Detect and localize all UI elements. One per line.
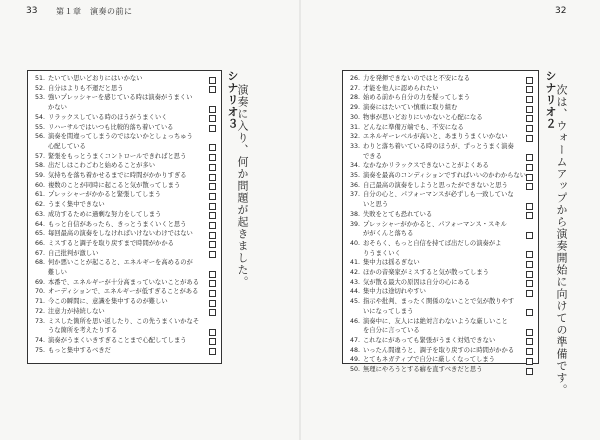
item-text: プレッシャーがかかると緊張してしまう: [48, 191, 161, 199]
item-text: 指示や批判、まったく関係のないことで気が散りやす: [363, 298, 515, 306]
item-checkbox[interactable]: [526, 368, 533, 375]
item-checkbox[interactable]: [209, 164, 216, 171]
checklist-item: [31, 211, 161, 219]
checklist-item-continuation: [31, 327, 117, 335]
checklist-item: [346, 337, 495, 345]
right-page-number: 32: [555, 6, 567, 16]
item-text: 失敗をとても恐れている: [363, 210, 433, 218]
running-head: 第１章 演奏の前に: [56, 7, 133, 16]
item-text: 本番で、エネルギーが十分高まっていないことがある: [48, 278, 199, 286]
checklist-item: [346, 279, 470, 287]
item-checkbox[interactable]: [526, 164, 533, 171]
item-number: 38.: [349, 210, 360, 218]
item-checkbox[interactable]: [209, 144, 216, 151]
checklist-item: [346, 211, 432, 219]
item-number: 47.: [349, 336, 360, 344]
item-text: 自分の心と、パフォーマンスが必ずしも一致していな: [363, 191, 514, 199]
checklist-item: [346, 347, 514, 355]
checklist-item: [346, 356, 495, 364]
checklist-item: [346, 288, 426, 296]
checklist-item: [31, 162, 155, 170]
item-text: おそらく、もっと自信を持てば出だしの演奏がよ: [363, 239, 502, 247]
item-number: 49.: [349, 356, 360, 364]
item-number: 42.: [349, 269, 360, 276]
item-number: 62.: [34, 201, 45, 209]
item-text: 演奏中に、友人には絶対言わないような厳しいこと: [363, 317, 508, 325]
item-checkbox[interactable]: [209, 77, 216, 84]
checklist-item: [31, 172, 187, 180]
checklist-item: [31, 94, 192, 102]
item-checkbox[interactable]: [209, 290, 216, 297]
item-number: 34.: [349, 162, 360, 170]
checklist-item: [31, 114, 167, 122]
checklist-item: [31, 337, 187, 345]
item-checkbox[interactable]: [209, 232, 216, 239]
item-text: 自分はよりも不運だと思う: [48, 84, 124, 92]
item-number: 44.: [349, 288, 360, 296]
item-checkbox[interactable]: [526, 261, 533, 268]
checklist-item: [31, 308, 105, 316]
item-checkbox[interactable]: [209, 241, 216, 248]
item-checkbox[interactable]: [526, 125, 533, 132]
item-text: 集中力は途切れやすい: [363, 288, 426, 296]
item-text: ミスした箇所を思い返したり、この先うまくいかなそ: [48, 317, 200, 325]
item-checkbox[interactable]: [526, 251, 533, 258]
item-number: 28.: [349, 94, 360, 102]
item-checkbox[interactable]: [526, 309, 533, 316]
checklist-item-continuation: [31, 143, 86, 151]
item-number: 32.: [349, 133, 360, 141]
item-text: 物事が思いどおりにいかないと心配になる: [363, 113, 483, 121]
checklist-item-continuation: [31, 269, 67, 277]
item-number: 46.: [349, 317, 360, 325]
checklist-item: [346, 221, 507, 229]
item-number: 75.: [34, 346, 45, 354]
item-text: リラックスしている時のほうがうまくいく: [48, 113, 168, 121]
item-checkbox[interactable]: [209, 183, 216, 190]
item-checkbox[interactable]: [209, 300, 216, 307]
checklist-item: [346, 143, 514, 151]
item-number: 26.: [349, 75, 360, 82]
checklist-item: [346, 240, 501, 248]
scenario2-title: シナリオ２: [544, 70, 557, 130]
item-number: 37.: [349, 191, 360, 199]
item-checkbox[interactable]: [209, 203, 216, 210]
checklist-item: [346, 191, 514, 199]
checklist-item: [346, 104, 457, 112]
item-text: これなにがあっても緊張がうまく対処できない: [363, 336, 496, 344]
item-text: たいてい思いどおりにはいかない: [48, 75, 143, 82]
checklist-item-continuation: [346, 153, 382, 161]
item-number: 61.: [34, 191, 45, 199]
item-text: どんなに準備万端でも、不安になる: [363, 123, 464, 131]
item-text: 何か悪いことが起こると、エネルギーを高めるのが: [48, 259, 193, 267]
item-text: オーディションで、エネルギーが低すぎることがある: [48, 288, 199, 296]
item-text: 始める前から自分の力を疑ってしまう: [363, 94, 471, 102]
checklist-item: [346, 85, 439, 93]
item-number: 71.: [34, 298, 45, 306]
checklist-item: [31, 259, 193, 267]
item-checkbox[interactable]: [526, 358, 533, 365]
item-number: 73.: [34, 317, 45, 325]
item-number: 65.: [34, 230, 45, 238]
right-checklist-box: [342, 70, 539, 373]
checklist-item: [31, 133, 193, 141]
checklist-item: [31, 221, 186, 229]
item-checkbox[interactable]: [209, 251, 216, 258]
item-text: 才能を他人に認められたい: [363, 84, 439, 92]
item-text: なかなかリラックスできないことがよくある: [363, 162, 489, 170]
item-number: 39.: [349, 220, 360, 228]
item-checkbox[interactable]: [209, 338, 216, 345]
checklist-item-continuation: [31, 104, 67, 112]
item-checkbox[interactable]: [526, 280, 533, 287]
item-number: 58.: [34, 162, 45, 170]
item-number: 29.: [349, 104, 360, 112]
item-checkbox[interactable]: [526, 77, 533, 84]
checklist-item: [346, 94, 470, 102]
item-checkbox[interactable]: [209, 174, 216, 181]
scenario3-title: シナリオ３: [226, 70, 239, 130]
checklist-item: [31, 298, 168, 306]
item-checkbox[interactable]: [526, 348, 533, 355]
item-text: 演奏にはたいてい慎重に取り組む: [363, 104, 458, 112]
checklist-item: [31, 288, 198, 296]
checklist-item: [346, 75, 470, 83]
item-checkbox[interactable]: [526, 86, 533, 93]
left-checklist-box: [27, 70, 222, 364]
item-text: かない: [48, 104, 67, 112]
item-number: 31.: [349, 123, 360, 131]
item-checkbox[interactable]: [526, 271, 533, 278]
item-checkbox[interactable]: [526, 96, 533, 103]
checklist-item-continuation: [346, 327, 420, 335]
item-checkbox[interactable]: [526, 290, 533, 297]
checklist-item: [346, 172, 526, 180]
item-text: を自分に言っている: [363, 327, 420, 335]
item-checkbox[interactable]: [209, 115, 216, 122]
checklist-item: [31, 191, 161, 199]
item-number: 55.: [34, 123, 45, 131]
item-text: いと思う: [363, 201, 389, 209]
item-number: 67.: [34, 249, 45, 257]
item-text: ほかの音楽家がミスすると気が散ってしまう: [363, 269, 489, 276]
item-number: 72.: [34, 307, 45, 315]
item-checkbox[interactable]: [209, 193, 216, 200]
item-text: うな箇所を考えたりする: [48, 327, 118, 335]
checklist-item: [31, 279, 199, 287]
item-checkbox[interactable]: [209, 106, 216, 113]
item-checkbox[interactable]: [526, 106, 533, 113]
item-text: できる: [363, 152, 382, 160]
checklist-item: [31, 153, 186, 161]
checklist-item-continuation: [346, 201, 388, 209]
item-text: りうまくいく: [363, 249, 401, 257]
item-number: 50.: [349, 366, 360, 373]
item-text: 演奏を最高のコンディションですればいいのかわからない: [363, 172, 527, 179]
item-checkbox[interactable]: [209, 309, 216, 316]
item-checkbox[interactable]: [209, 154, 216, 161]
checklist-item: [346, 162, 489, 170]
item-text: 難しい: [48, 269, 67, 276]
checklist-item: [31, 347, 111, 355]
item-number: 45.: [349, 298, 360, 306]
item-number: 68.: [34, 259, 45, 267]
item-number: 36.: [349, 181, 360, 189]
item-text: 演奏がうまくいきすぎることまで心配してしまう: [48, 336, 187, 344]
item-text: 無理にやろうとする癖を直すべきだと思う: [363, 366, 483, 373]
checklist-item: [31, 75, 142, 83]
item-text: うまく集中できない: [48, 201, 105, 209]
item-number: 27.: [349, 84, 360, 92]
item-text: 緊張をもっとうまくコントロールできればと思う: [48, 152, 187, 160]
page-gutter: [299, 0, 301, 440]
checklist-item-continuation: [346, 230, 413, 238]
left-page-number: 33: [26, 6, 38, 16]
item-checkbox[interactable]: [209, 222, 216, 229]
checklist-item: [31, 230, 193, 238]
item-checkbox[interactable]: [209, 280, 216, 287]
item-text: 複数のことが同時に起こると気が散ってしまう: [48, 181, 181, 189]
item-number: 60.: [34, 181, 45, 189]
item-text: ががくんと落ちる: [363, 230, 414, 238]
checklist-item: [346, 298, 514, 306]
item-text: いったん間違うと、調子を取り戻すのに時間がかかる: [363, 346, 515, 354]
checklist-item: [31, 250, 98, 258]
item-text: 注意力が持続しない: [48, 307, 105, 315]
item-checkbox[interactable]: [526, 154, 533, 161]
item-number: 51.: [34, 75, 45, 82]
scenario3-text: 演奏に入り、何か問題が起きました。: [236, 84, 249, 288]
checklist-item: [31, 85, 124, 93]
item-number: 53.: [34, 94, 45, 102]
item-checkbox[interactable]: [526, 338, 533, 345]
checklist-item: [346, 124, 464, 132]
checklist-item-continuation: [346, 308, 413, 316]
item-number: 69.: [34, 278, 45, 286]
item-checkbox[interactable]: [526, 212, 533, 219]
item-number: 70.: [34, 288, 45, 296]
item-text: もっと自信があったら、きっとうまくいくと思う: [48, 220, 187, 228]
checklist-item: [346, 182, 508, 190]
item-checkbox[interactable]: [526, 203, 533, 210]
checklist-item: [31, 182, 180, 190]
item-text: 心配している: [48, 142, 86, 150]
checklist-item: [31, 318, 199, 326]
item-text: 気が散る最大の原因は自分の心にある: [363, 278, 471, 286]
item-number: 43.: [349, 278, 360, 286]
item-checkbox[interactable]: [209, 125, 216, 132]
item-text: 成功するために過剰な努力をしてしまう: [48, 210, 162, 218]
item-text: 力を発揮できないのではと不安になる: [363, 75, 471, 82]
checklist-item: [346, 133, 508, 141]
item-text: プレッシャーがかかると、パフォーマンス・スキル: [363, 220, 507, 228]
scenario2-text: 次は、ウォームアップから演奏開始に向けての準備です。: [555, 84, 568, 396]
checklist-item: [31, 201, 105, 209]
item-text: いになってしまう: [363, 307, 414, 315]
item-checkbox[interactable]: [209, 271, 216, 278]
checklist-item: [346, 114, 483, 122]
item-text: エネルギーレベルが高いと、あまりうまくいかない: [363, 133, 508, 141]
item-text: わりと落ち着いている時のほうが、ずっとうまく演奏: [363, 142, 514, 150]
checklist-item: [31, 124, 173, 132]
item-checkbox[interactable]: [209, 212, 216, 219]
checklist-item-continuation: [346, 250, 401, 258]
item-text: リハーサルではいつも比較的落ち着いている: [48, 123, 174, 131]
item-text: 自己批判が激しい: [48, 249, 99, 257]
item-number: 41.: [349, 259, 360, 267]
item-number: 56.: [34, 133, 45, 141]
item-text: 強いプレッシャーを感じている時は演奏がうまくい: [48, 94, 193, 102]
item-text: 今この瞬間に、意識を集中するのが難しい: [48, 298, 168, 306]
item-checkbox[interactable]: [526, 232, 533, 239]
item-text: 自己最高の演奏をしようと思ったができないと思う: [363, 181, 508, 189]
item-number: 74.: [34, 336, 45, 344]
item-checkbox[interactable]: [209, 86, 216, 93]
checklist-item: [346, 259, 420, 267]
item-checkbox[interactable]: [526, 183, 533, 190]
checklist-item: [346, 366, 483, 374]
item-text: ミスすると調子を取り戻すまで時間がかかる: [48, 239, 174, 247]
item-checkbox[interactable]: [209, 329, 216, 336]
item-number: 35.: [349, 172, 360, 179]
item-checkbox[interactable]: [526, 135, 533, 142]
item-text: 気持ちを落ち着かせるまでに時間がかかりすぎる: [48, 172, 187, 179]
item-text: 演奏を間違ってしまうのではないかとしょっちゅう: [48, 133, 193, 141]
item-text: とてもネガティブで自分に厳しくなってしまう: [363, 356, 495, 364]
item-number: 64.: [34, 220, 45, 228]
item-number: 57.: [34, 152, 45, 160]
item-number: 54.: [34, 113, 45, 121]
item-number: 30.: [349, 113, 360, 121]
item-text: もっと集中するべきだ: [48, 346, 111, 354]
item-number: 52.: [34, 84, 45, 92]
item-number: 66.: [34, 239, 45, 247]
item-checkbox[interactable]: [526, 174, 533, 181]
item-checkbox[interactable]: [209, 348, 216, 355]
item-number: 33.: [349, 142, 360, 150]
item-checkbox[interactable]: [526, 115, 533, 122]
checklist-item: [346, 269, 489, 277]
item-text: 毎回最高の演奏をしなければいけないわけではない: [48, 230, 193, 238]
item-text: 出だしはこわごわと始めることが多い: [48, 162, 156, 170]
item-number: 59.: [34, 172, 45, 179]
item-number: 63.: [34, 210, 45, 218]
item-number: 48.: [349, 346, 360, 354]
item-text: 集中力は揺るぎない: [363, 259, 420, 267]
item-number: 40.: [349, 239, 360, 247]
item-checkbox[interactable]: [526, 329, 533, 336]
checklist-item: [346, 318, 508, 326]
checklist-item: [31, 240, 174, 248]
